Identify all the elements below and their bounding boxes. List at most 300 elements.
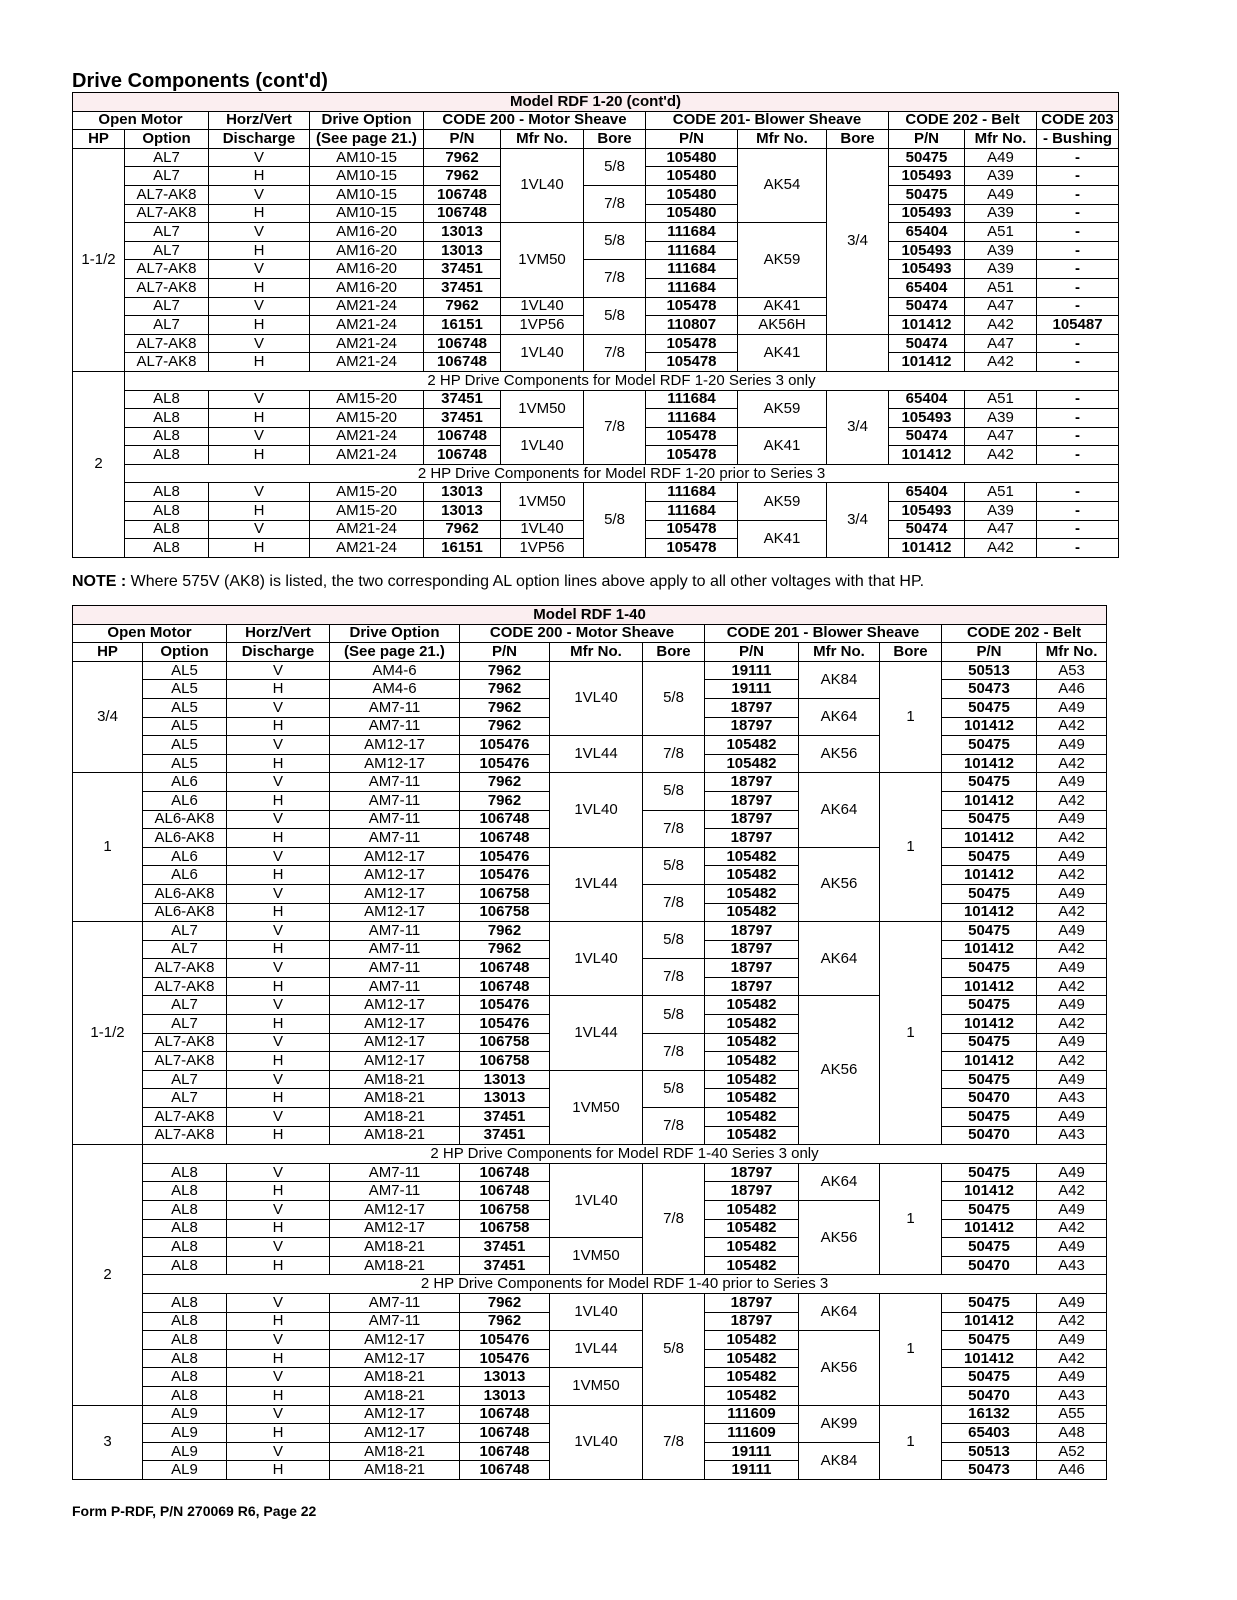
option-cell: AL7-AK8 bbox=[143, 1033, 227, 1052]
header-code-202: CODE 202 - Belt bbox=[942, 624, 1107, 643]
discharge-cell: V bbox=[227, 1070, 330, 1089]
motor-mfr-cell: 1VM50 bbox=[550, 1368, 643, 1405]
belt-mfr-cell: A49 bbox=[1037, 698, 1107, 717]
discharge-cell: V bbox=[227, 996, 330, 1015]
blower-pn-cell: 105482 bbox=[705, 866, 799, 885]
table-rdf-1-20 bbox=[72, 92, 1119, 558]
discharge-cell: V bbox=[227, 1293, 330, 1312]
blower-pn-cell: 105482 bbox=[705, 1033, 799, 1052]
belt-mfr-cell: A49 bbox=[1037, 1238, 1107, 1257]
option-cell: AL7 bbox=[125, 241, 209, 260]
blower-pn-cell: 111684 bbox=[646, 241, 738, 260]
blower-pn-cell: 105482 bbox=[705, 903, 799, 922]
belt-pn-cell: 105493 bbox=[889, 241, 965, 260]
option-cell: AL8 bbox=[143, 1293, 227, 1312]
belt-mfr-cell: A42 bbox=[965, 316, 1037, 335]
discharge-cell: V bbox=[227, 1163, 330, 1182]
motor-bore-cell: 7/8 bbox=[584, 185, 646, 222]
belt-mfr-cell: A49 bbox=[1037, 1368, 1107, 1387]
motor-pn-cell: 106758 bbox=[460, 1033, 550, 1052]
section-label: 2 HP Drive Components for Model RDF 1-20 prior to Series 3 bbox=[125, 464, 1119, 483]
blower-pn-cell: 105482 bbox=[705, 996, 799, 1015]
belt-mfr-cell: A39 bbox=[965, 241, 1037, 260]
belt-pn-cell: 105493 bbox=[889, 260, 965, 279]
belt-pn-cell: 50475 bbox=[942, 1033, 1037, 1052]
blower-pn-cell: 105482 bbox=[705, 1331, 799, 1350]
blower-mfr-cell: AK56 bbox=[799, 996, 880, 1145]
drive-option-cell: AM21-24 bbox=[310, 297, 424, 316]
hp-cell: 3 bbox=[73, 1405, 143, 1479]
motor-bore-cell: 5/8 bbox=[643, 1293, 705, 1405]
motor-pn-cell: 105476 bbox=[460, 996, 550, 1015]
blower-pn-cell: 111684 bbox=[646, 223, 738, 242]
blower-pn-cell: 105482 bbox=[705, 1089, 799, 1108]
belt-mfr-cell: A42 bbox=[965, 446, 1037, 465]
drive-option-cell: AM12-17 bbox=[330, 1331, 460, 1350]
belt-mfr-cell: A42 bbox=[965, 539, 1037, 558]
bushing-cell: - bbox=[1037, 390, 1119, 409]
belt-mfr-cell: A42 bbox=[1037, 829, 1107, 848]
motor-bore-cell: 5/8 bbox=[584, 297, 646, 334]
belt-mfr-cell: A43 bbox=[1037, 1089, 1107, 1108]
motor-mfr-cell: 1VL44 bbox=[550, 1331, 643, 1368]
belt-pn-cell: 50475 bbox=[942, 884, 1037, 903]
drive-option-cell: AM10-15 bbox=[310, 167, 424, 186]
belt-pn-cell: 101412 bbox=[942, 1312, 1037, 1331]
belt-mfr-cell: A47 bbox=[965, 297, 1037, 316]
belt-pn-cell: 50474 bbox=[889, 520, 965, 539]
drive-option-cell: AM15-20 bbox=[310, 483, 424, 502]
belt-pn-cell: 105493 bbox=[889, 167, 965, 186]
option-cell: AL6 bbox=[143, 847, 227, 866]
belt-mfr-cell: A42 bbox=[1037, 1015, 1107, 1034]
hp-cell: 1-1/2 bbox=[73, 922, 143, 1145]
motor-pn-cell: 106748 bbox=[424, 334, 501, 353]
belt-mfr-cell: A42 bbox=[1037, 1182, 1107, 1201]
drive-option-cell: AM16-20 bbox=[310, 260, 424, 279]
belt-mfr-cell: A49 bbox=[965, 185, 1037, 204]
subheader-mfr: Mfr No. bbox=[501, 130, 584, 149]
belt-mfr-cell: A51 bbox=[965, 278, 1037, 297]
bushing-cell: - bbox=[1037, 520, 1119, 539]
option-cell: AL6-AK8 bbox=[143, 829, 227, 848]
belt-pn-cell: 65404 bbox=[889, 278, 965, 297]
blower-pn-cell: 18797 bbox=[705, 810, 799, 829]
option-cell: AL7-AK8 bbox=[143, 977, 227, 996]
bushing-cell: - bbox=[1037, 334, 1119, 353]
option-cell: AL6 bbox=[143, 773, 227, 792]
drive-option-cell: AM21-24 bbox=[310, 316, 424, 335]
discharge-cell: V bbox=[209, 297, 310, 316]
option-cell: AL6 bbox=[143, 791, 227, 810]
drive-option-cell: AM7-11 bbox=[330, 922, 460, 941]
blower-pn-cell: 111684 bbox=[646, 483, 738, 502]
blower-pn-cell: 105482 bbox=[705, 1108, 799, 1127]
option-cell: AL6-AK8 bbox=[143, 810, 227, 829]
motor-pn-cell: 13013 bbox=[424, 223, 501, 242]
option-cell: AL7 bbox=[143, 922, 227, 941]
motor-pn-cell: 7962 bbox=[424, 297, 501, 316]
motor-bore-cell: 5/8 bbox=[643, 996, 705, 1033]
belt-pn-cell: 50470 bbox=[942, 1126, 1037, 1145]
belt-pn-cell: 50475 bbox=[942, 847, 1037, 866]
option-cell: AL7-AK8 bbox=[125, 204, 209, 223]
belt-pn-cell: 50474 bbox=[889, 427, 965, 446]
belt-pn-cell: 50475 bbox=[942, 1108, 1037, 1127]
belt-pn-cell: 50474 bbox=[889, 334, 965, 353]
discharge-cell: V bbox=[227, 1368, 330, 1387]
drive-option-cell: AM7-11 bbox=[330, 791, 460, 810]
discharge-cell: H bbox=[227, 1312, 330, 1331]
discharge-cell: H bbox=[227, 717, 330, 736]
belt-pn-cell: 50475 bbox=[942, 1070, 1037, 1089]
blower-pn-cell: 111684 bbox=[646, 260, 738, 279]
blower-pn-cell: 105480 bbox=[646, 185, 738, 204]
belt-mfr-cell: A42 bbox=[1037, 791, 1107, 810]
hp-cell: 2 bbox=[73, 371, 125, 557]
drive-option-cell: AM18-21 bbox=[330, 1108, 460, 1127]
discharge-cell: H bbox=[227, 1219, 330, 1238]
motor-pn-cell: 7962 bbox=[460, 661, 550, 680]
bushing-cell: 105487 bbox=[1037, 316, 1119, 335]
motor-mfr-cell: 1VL40 bbox=[550, 773, 643, 847]
belt-mfr-cell: A51 bbox=[965, 390, 1037, 409]
blower-mfr-cell: AK64 bbox=[799, 1293, 880, 1330]
subheader-bore: Bore bbox=[827, 130, 889, 149]
motor-mfr-cell: 1VL40 bbox=[550, 1405, 643, 1479]
hp-cell: 2 bbox=[73, 1145, 143, 1405]
subheader-mfr: Mfr No. bbox=[965, 130, 1037, 149]
drive-option-cell: AM21-24 bbox=[310, 427, 424, 446]
blower-pn-cell: 18797 bbox=[705, 1293, 799, 1312]
motor-pn-cell: 106748 bbox=[460, 1182, 550, 1201]
motor-mfr-cell: 1VM50 bbox=[501, 223, 584, 297]
blower-pn-cell: 111684 bbox=[646, 390, 738, 409]
note bbox=[72, 573, 924, 591]
blower-pn-cell: 111684 bbox=[646, 409, 738, 428]
belt-pn-cell: 50475 bbox=[942, 773, 1037, 792]
belt-mfr-cell: A39 bbox=[965, 167, 1037, 186]
motor-pn-cell: 106758 bbox=[460, 884, 550, 903]
motor-pn-cell: 13013 bbox=[424, 502, 501, 521]
belt-mfr-cell: A42 bbox=[1037, 940, 1107, 959]
belt-pn-cell: 50475 bbox=[942, 1331, 1037, 1350]
drive-option-cell: AM12-17 bbox=[330, 1219, 460, 1238]
header-horz-vert: Horz/Vert bbox=[227, 624, 330, 643]
drive-option-cell: AM18-21 bbox=[330, 1070, 460, 1089]
motor-pn-cell: 13013 bbox=[460, 1368, 550, 1387]
drive-option-cell: AM21-24 bbox=[310, 539, 424, 558]
belt-mfr-cell: A52 bbox=[1037, 1442, 1107, 1461]
motor-bore-cell: 7/8 bbox=[643, 810, 705, 847]
discharge-cell: H bbox=[227, 1461, 330, 1480]
motor-pn-cell: 105476 bbox=[460, 754, 550, 773]
bushing-cell: - bbox=[1037, 483, 1119, 502]
belt-pn-cell: 101412 bbox=[942, 940, 1037, 959]
motor-bore-cell: 7/8 bbox=[643, 1108, 705, 1145]
subheader-pn: P/N bbox=[942, 643, 1037, 662]
subheader-mfr: Mfr No. bbox=[799, 643, 880, 662]
motor-mfr-cell: 1VM50 bbox=[501, 390, 584, 427]
bushing-cell: - bbox=[1037, 539, 1119, 558]
motor-bore-cell: 5/8 bbox=[643, 773, 705, 810]
motor-pn-cell: 7962 bbox=[424, 148, 501, 167]
subheader-mfr: Mfr No. bbox=[550, 643, 643, 662]
blower-pn-cell: 105478 bbox=[646, 520, 738, 539]
motor-bore-cell: 7/8 bbox=[584, 334, 646, 371]
discharge-cell: V bbox=[227, 661, 330, 680]
belt-mfr-cell: A49 bbox=[1037, 959, 1107, 978]
discharge-cell: V bbox=[227, 736, 330, 755]
bushing-cell: - bbox=[1037, 148, 1119, 167]
belt-mfr-cell: A49 bbox=[1037, 810, 1107, 829]
belt-pn-cell: 50475 bbox=[942, 1163, 1037, 1182]
belt-mfr-cell: A49 bbox=[1037, 1293, 1107, 1312]
discharge-cell: H bbox=[209, 167, 310, 186]
belt-mfr-cell: A42 bbox=[1037, 754, 1107, 773]
motor-mfr-cell: 1VL40 bbox=[501, 334, 584, 371]
bushing-cell: - bbox=[1037, 409, 1119, 428]
blower-pn-cell: 18797 bbox=[705, 1163, 799, 1182]
belt-mfr-cell: A53 bbox=[1037, 661, 1107, 680]
option-cell: AL7 bbox=[125, 297, 209, 316]
motor-pn-cell: 106748 bbox=[460, 959, 550, 978]
option-cell: AL7-AK8 bbox=[125, 278, 209, 297]
discharge-cell: H bbox=[209, 539, 310, 558]
option-cell: AL5 bbox=[143, 698, 227, 717]
discharge-cell: V bbox=[227, 1033, 330, 1052]
option-cell: AL8 bbox=[143, 1349, 227, 1368]
motor-pn-cell: 7962 bbox=[460, 791, 550, 810]
motor-bore-cell: 5/8 bbox=[584, 223, 646, 260]
drive-option-cell: AM7-11 bbox=[330, 959, 460, 978]
blower-bore-cell: 3/4 bbox=[827, 390, 889, 464]
motor-pn-cell: 105476 bbox=[460, 1349, 550, 1368]
discharge-cell: H bbox=[227, 1182, 330, 1201]
discharge-cell: V bbox=[209, 483, 310, 502]
belt-mfr-cell: A42 bbox=[1037, 1052, 1107, 1071]
motor-mfr-cell: 1VP56 bbox=[501, 316, 584, 335]
discharge-cell: H bbox=[227, 1052, 330, 1071]
page-title: Drive Components (cont'd) bbox=[72, 70, 328, 92]
motor-bore-cell: 5/8 bbox=[643, 661, 705, 735]
motor-pn-cell: 106748 bbox=[424, 353, 501, 372]
discharge-cell: V bbox=[227, 810, 330, 829]
blower-pn-cell: 105482 bbox=[705, 1368, 799, 1387]
option-cell: AL5 bbox=[143, 661, 227, 680]
motor-bore-cell: 7/8 bbox=[643, 884, 705, 921]
discharge-cell: V bbox=[227, 847, 330, 866]
blower-pn-cell: 111609 bbox=[705, 1405, 799, 1424]
blower-pn-cell: 111684 bbox=[646, 278, 738, 297]
option-cell: AL9 bbox=[143, 1461, 227, 1480]
drive-option-cell: AM12-17 bbox=[330, 884, 460, 903]
drive-option-cell: AM21-24 bbox=[310, 520, 424, 539]
discharge-cell: V bbox=[209, 334, 310, 353]
blower-bore-cell: 1 bbox=[880, 922, 942, 1145]
discharge-cell: H bbox=[209, 502, 310, 521]
belt-pn-cell: 50475 bbox=[942, 1293, 1037, 1312]
bushing-cell: - bbox=[1037, 446, 1119, 465]
belt-pn-cell: 101412 bbox=[889, 316, 965, 335]
blower-mfr-cell: AK56 bbox=[799, 1331, 880, 1405]
subheader-hp: HP bbox=[73, 643, 143, 662]
option-cell: AL8 bbox=[143, 1368, 227, 1387]
belt-pn-cell: 65404 bbox=[889, 390, 965, 409]
belt-pn-cell: 101412 bbox=[942, 754, 1037, 773]
option-cell: AL7 bbox=[143, 1015, 227, 1034]
belt-mfr-cell: A49 bbox=[1037, 1108, 1107, 1127]
motor-pn-cell: 7962 bbox=[460, 1293, 550, 1312]
drive-option-cell: AM10-15 bbox=[310, 204, 424, 223]
drive-option-cell: AM12-17 bbox=[330, 736, 460, 755]
discharge-cell: H bbox=[227, 680, 330, 699]
motor-mfr-cell: 1VL40 bbox=[501, 520, 584, 539]
option-cell: AL5 bbox=[143, 754, 227, 773]
motor-bore-cell: 7/8 bbox=[643, 1405, 705, 1479]
drive-option-cell: AM18-21 bbox=[330, 1386, 460, 1405]
motor-pn-cell: 7962 bbox=[460, 773, 550, 792]
motor-mfr-cell: 1VL44 bbox=[550, 996, 643, 1070]
discharge-cell: V bbox=[209, 520, 310, 539]
blower-bore-cell: 1 bbox=[880, 661, 942, 773]
drive-option-cell: AM18-21 bbox=[330, 1238, 460, 1257]
motor-pn-cell: 106748 bbox=[460, 1163, 550, 1182]
discharge-cell: H bbox=[227, 1256, 330, 1275]
motor-pn-cell: 37451 bbox=[460, 1126, 550, 1145]
drive-option-cell: AM18-21 bbox=[330, 1442, 460, 1461]
blower-mfr-cell: AK41 bbox=[738, 520, 827, 557]
discharge-cell: H bbox=[227, 940, 330, 959]
drive-option-cell: AM12-17 bbox=[330, 866, 460, 885]
blower-pn-cell: 105482 bbox=[705, 1256, 799, 1275]
belt-pn-cell: 101412 bbox=[942, 866, 1037, 885]
drive-option-cell: AM12-17 bbox=[330, 1015, 460, 1034]
discharge-cell: V bbox=[209, 148, 310, 167]
belt-pn-cell: 101412 bbox=[889, 446, 965, 465]
belt-pn-cell: 101412 bbox=[942, 717, 1037, 736]
motor-bore-cell: 5/8 bbox=[643, 847, 705, 884]
discharge-cell: V bbox=[209, 390, 310, 409]
drive-option-cell: AM7-11 bbox=[330, 1293, 460, 1312]
bushing-cell: - bbox=[1037, 167, 1119, 186]
header-drive-option: Drive Option bbox=[330, 624, 460, 643]
discharge-cell: H bbox=[227, 903, 330, 922]
motor-pn-cell: 37451 bbox=[460, 1256, 550, 1275]
blower-pn-cell: 105482 bbox=[705, 1052, 799, 1071]
discharge-cell: V bbox=[227, 1201, 330, 1220]
belt-pn-cell: 101412 bbox=[889, 539, 965, 558]
blower-pn-cell: 18797 bbox=[705, 773, 799, 792]
subheader-discharge: Discharge bbox=[227, 643, 330, 662]
blower-mfr-cell: AK59 bbox=[738, 223, 827, 297]
bushing-cell: - bbox=[1037, 502, 1119, 521]
discharge-cell: H bbox=[209, 316, 310, 335]
option-cell: AL7 bbox=[143, 1089, 227, 1108]
option-cell: AL9 bbox=[143, 1424, 227, 1443]
motor-bore-cell: 7/8 bbox=[584, 390, 646, 464]
belt-mfr-cell: A46 bbox=[1037, 1461, 1107, 1480]
belt-pn-cell: 50475 bbox=[942, 698, 1037, 717]
motor-pn-cell: 106748 bbox=[424, 204, 501, 223]
blower-pn-cell: 105482 bbox=[705, 884, 799, 903]
belt-pn-cell: 101412 bbox=[942, 791, 1037, 810]
option-cell: AL8 bbox=[143, 1386, 227, 1405]
motor-pn-cell: 16151 bbox=[424, 316, 501, 335]
drive-option-cell: AM7-11 bbox=[330, 829, 460, 848]
option-cell: AL7-AK8 bbox=[125, 334, 209, 353]
motor-mfr-cell: 1VL44 bbox=[550, 847, 643, 921]
belt-mfr-cell: A48 bbox=[1037, 1424, 1107, 1443]
motor-pn-cell: 106748 bbox=[424, 446, 501, 465]
discharge-cell: H bbox=[227, 791, 330, 810]
belt-pn-cell: 50475 bbox=[942, 736, 1037, 755]
belt-pn-cell: 105493 bbox=[889, 409, 965, 428]
blower-mfr-cell: AK99 bbox=[799, 1405, 880, 1442]
belt-pn-cell: 50475 bbox=[942, 922, 1037, 941]
drive-option-cell: AM12-17 bbox=[330, 1201, 460, 1220]
belt-pn-cell: 65403 bbox=[942, 1424, 1037, 1443]
belt-mfr-cell: A49 bbox=[1037, 1163, 1107, 1182]
belt-pn-cell: 50475 bbox=[889, 185, 965, 204]
option-cell: AL8 bbox=[125, 390, 209, 409]
discharge-cell: H bbox=[227, 977, 330, 996]
drive-option-cell: AM7-11 bbox=[330, 773, 460, 792]
header-code-200: CODE 200 - Motor Sheave bbox=[424, 111, 646, 130]
subheader-pn: P/N bbox=[705, 643, 799, 662]
bushing-cell: - bbox=[1037, 260, 1119, 279]
option-cell: AL7-AK8 bbox=[143, 1052, 227, 1071]
header-open-motor: Open Motor bbox=[73, 111, 209, 130]
blower-mfr-cell: AK56 bbox=[799, 847, 880, 921]
belt-mfr-cell: A47 bbox=[965, 427, 1037, 446]
option-cell: AL8 bbox=[125, 502, 209, 521]
discharge-cell: H bbox=[227, 754, 330, 773]
drive-option-cell: AM12-17 bbox=[330, 1052, 460, 1071]
drive-option-cell: AM10-15 bbox=[310, 185, 424, 204]
option-cell: AL8 bbox=[143, 1219, 227, 1238]
drive-option-cell: AM7-11 bbox=[330, 1163, 460, 1182]
motor-pn-cell: 37451 bbox=[424, 409, 501, 428]
option-cell: AL7 bbox=[125, 223, 209, 242]
blower-mfr-cell: AK41 bbox=[738, 297, 827, 316]
blower-pn-cell: 18797 bbox=[705, 959, 799, 978]
subheader-pn: P/N bbox=[424, 130, 501, 149]
belt-mfr-cell: A42 bbox=[1037, 717, 1107, 736]
drive-option-cell: AM18-21 bbox=[330, 1368, 460, 1387]
blower-pn-cell: 105482 bbox=[705, 1126, 799, 1145]
subheader-pn: P/N bbox=[460, 643, 550, 662]
blower-mfr-cell: AK64 bbox=[799, 773, 880, 847]
option-cell: AL5 bbox=[143, 717, 227, 736]
drive-option-cell: AM15-20 bbox=[310, 409, 424, 428]
discharge-cell: V bbox=[227, 1442, 330, 1461]
belt-mfr-cell: A49 bbox=[1037, 773, 1107, 792]
blower-pn-cell: 105482 bbox=[705, 1219, 799, 1238]
belt-mfr-cell: A49 bbox=[1037, 922, 1107, 941]
blower-mfr-cell: AK54 bbox=[738, 148, 827, 222]
motor-pn-cell: 13013 bbox=[460, 1386, 550, 1405]
motor-pn-cell: 7962 bbox=[460, 698, 550, 717]
blower-mfr-cell: AK84 bbox=[799, 1442, 880, 1479]
blower-pn-cell: 18797 bbox=[705, 717, 799, 736]
drive-option-cell: AM15-20 bbox=[310, 390, 424, 409]
belt-mfr-cell: A51 bbox=[965, 223, 1037, 242]
blower-pn-cell: 18797 bbox=[705, 940, 799, 959]
blower-pn-cell: 19111 bbox=[705, 661, 799, 680]
option-cell: AL7 bbox=[125, 148, 209, 167]
motor-pn-cell: 106758 bbox=[460, 1201, 550, 1220]
